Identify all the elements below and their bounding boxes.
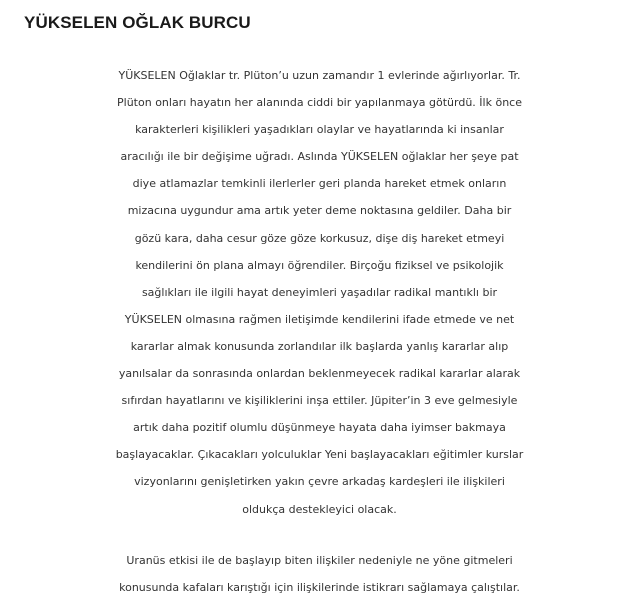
paragraph-line: sıfırdan hayatlarını ve kişiliklerini inşa ettiler. Jüpiter’in 3 eve gelmesiyle: [121, 394, 518, 408]
paragraph-line: vizyonlarını genişletirken yakın çevre arkadaş kardeşleri ile ilişkileri: [134, 475, 505, 489]
paragraph-line: aracılığı ile bir değişime uğradı. Aslında YÜKSELEN oğlaklar her şeye pat: [120, 150, 519, 164]
article-paragraph-1: [0, 62, 639, 523]
paragraph-line: artık daha pozitif olumlu düşünmeye hayata daha iyimser bakmaya: [133, 421, 506, 435]
paragraph-line: gözü kara, daha cesur göze göze korkusuz, dişe diş hareket etmeyi: [134, 231, 505, 245]
paragraph-line: diye atlamazlar temkinli ilerlerler geri planda hareket etmek onların: [132, 177, 507, 191]
paragraph-line: mizacına uygundur ama artık yeter deme noktasına geldiler. Daha bir: [127, 204, 512, 218]
paragraph-line: yanılsalar da sonrasında onlardan beklenmeyecek radikal kararlar alarak: [118, 367, 521, 381]
paragraph-line: başlayacaklar. Çıkacakları yolculuklar Yeni başlayacakları eğitimler kurslar: [115, 448, 524, 462]
paragraph-line: karakterleri kişilikleri yaşadıkları olaylar ve hayatlarında ki insanlar: [135, 123, 504, 137]
paragraph-line: kendilerini ön plana almayı öğrendiler. Birçoğu fiziksel ve psikolojik: [135, 258, 504, 272]
article-paragraph-2: [0, 547, 639, 601]
paragraph-line: oldukça destekleyici olacak.: [242, 502, 397, 516]
paragraph-line: YÜKSELEN Oğlaklar tr. Plüton’u uzun zamandır 1 evlerinde ağırlıyorlar. Tr.: [118, 69, 521, 82]
article-heading: YÜKSELEN OĞLAK BURCU: [24, 13, 251, 32]
paragraph-line: Plüton onları hayatın her alanında ciddi bir yapılanmaya götürdü. İlk önce: [117, 96, 522, 110]
paragraph-line: YÜKSELEN olmasına rağmen iletişimde kendilerini ifade etmede ve net: [124, 312, 515, 326]
paragraph-line: Uranüs etkisi ile de başlayıp biten ilişkiler nedeniyle ne yöne gitmeleri: [126, 554, 513, 567]
paragraph-line: kararlar almak konusunda zorlandılar ilk başlarda yanlış kararlar alıp: [130, 339, 509, 353]
paragraph-line: konusunda kafaları karıştığı için ilişkilerinde istikrarı sağlamaya çalıştılar.: [119, 581, 520, 595]
paragraph-line: sağlıkları ile ilgili hayat deneyimleri yaşadılar radikal mantıklı bir: [141, 285, 498, 299]
